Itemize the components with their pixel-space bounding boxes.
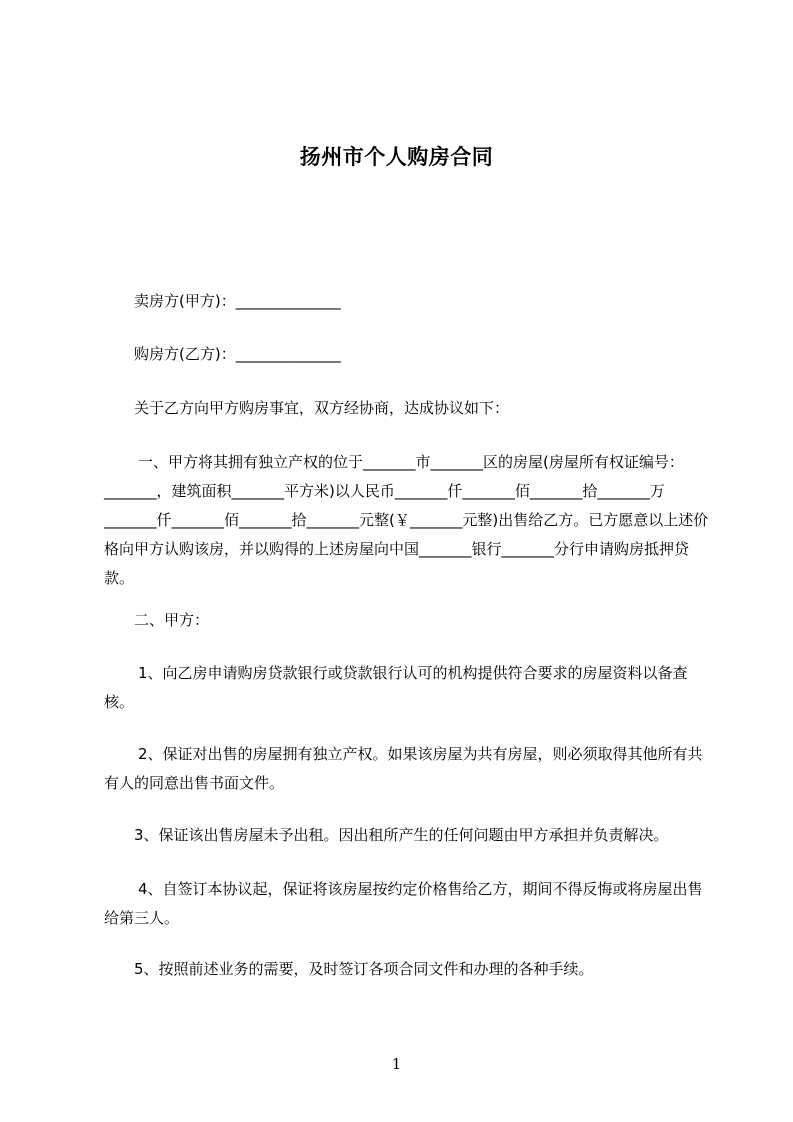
page-number: 1	[391, 1055, 402, 1073]
clause-2-item-1: 1、向乙房申请购房贷款银行或贷款银行认可的机构提供符合要求的房屋资料以备查核。	[104, 664, 688, 711]
clause-2-item-3: 3、保证该出售房屋未予出租。因出租所产生的任何问题由甲方承担并负责解决。	[134, 826, 669, 844]
clause-2-heading: 二、甲方：	[134, 611, 210, 629]
buyer-line: 购房方(乙方)：______________	[134, 345, 341, 363]
intro-paragraph: 关于乙方向甲方购房事宜，双方经协商，达成协议如下：	[134, 399, 510, 417]
document-title: 扬州市个人购房合同	[299, 145, 494, 169]
clause-2-item-4: 4、自签订本协议起，保证将该房屋按约定价格售给乙方，期间不得反悔或将房屋出售给第三人。	[104, 880, 703, 927]
clause-2-item-2: 2、保证对出售的房屋拥有独立产权。如果该房屋为共有房屋，则必须取得其他所有共有人的同意出售书面文件。	[104, 745, 703, 792]
clause-1: 一、甲方将其拥有独立产权的位于_______市_______区的房屋(房屋所有权证编号：_______，建筑面积_______平方米)以人民币_______仟_______佰_______拾_______万_______仟_______佰_______拾_______元整(￥_______元整)出售给乙方。已方愿意以上述价格向甲方认购该房，并以购得的上述房屋向中国_______银行_______分行申请购房抵押贷款。	[104, 453, 709, 587]
clause-2-item-5: 5、按照前述业务的需要，及时签订各项合同文件和办理的各种手续。	[134, 960, 594, 978]
seller-line: 卖房方(甲方)：______________	[134, 292, 341, 310]
